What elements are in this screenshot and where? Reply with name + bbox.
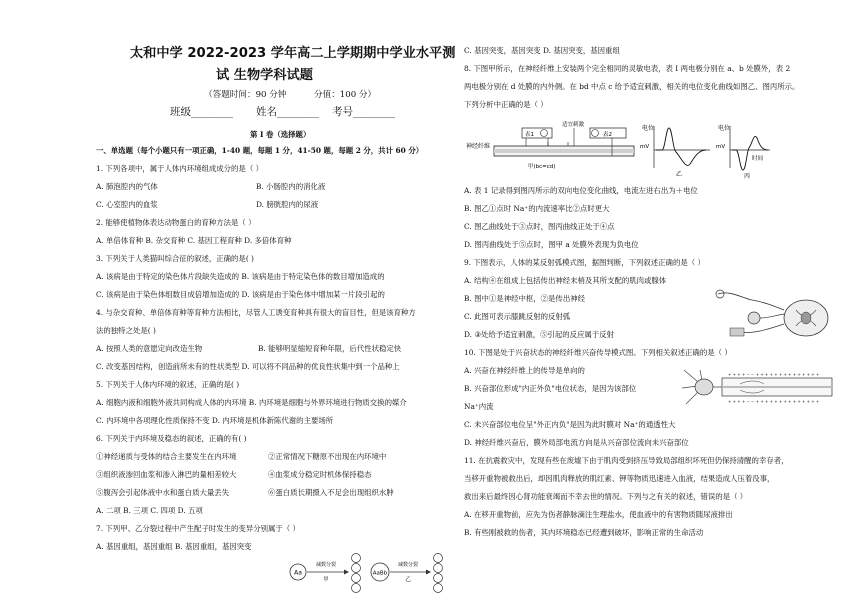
q4-option-b[interactable]: B. 能够明显缩短育种年限，后代性状稳定快 <box>258 344 402 353</box>
q1-option-b[interactable]: B. 小肠腔内的消化液 <box>256 182 326 191</box>
figure-jia <box>290 554 361 593</box>
question-5: 5. 下列关于人体内环境的叙述，正确的是( ) <box>96 380 240 389</box>
fig-bing-caption: 丙 <box>744 173 751 180</box>
q11-option-b[interactable]: B. 有些刚被救的伤者，其内环境稳态已经遭到破坏，影响正常的生命活动 <box>464 528 704 537</box>
question-4-line2: 法的独特之处是( ) <box>96 326 156 335</box>
fig-yi-mv-label: mV <box>640 144 650 150</box>
q6-statement-2: ②正常情况下糖原不出现在内环境中 <box>268 452 387 461</box>
q7-options-ab[interactable]: A. 基因重组，基因重组 B. 基因重组，基因突变 <box>96 542 252 551</box>
q8-option-d[interactable]: D. 图丙曲线处于⑤点时，图甲 a 处膜外表现为负电位 <box>464 240 639 249</box>
fig-fiber-label: 神经纤维 <box>466 143 491 150</box>
question-11-line2: 当移开重物被救出后，却因肌肉释放的肌红素、钾等物质迅速进入血液，结果造成人压着没事， <box>464 474 775 483</box>
question-11-line3: 救出来后最终因心肾功能衰竭而不幸去世的情况。下列与之有关的叙述，错误的是（ ） <box>464 492 748 501</box>
question-9: 9. 下图表示，人体的某反射弧模式图，据图判断，下列叙述正确的是（ ） <box>464 258 705 267</box>
q8-nerve-figure <box>464 118 774 180</box>
q10-neuron-figure <box>678 362 836 414</box>
question-1: 1. 下列各项中，属于人体内环境组成成分的是（ ） <box>96 164 263 173</box>
q1-option-d[interactable]: D. 膀胱腔内的尿液 <box>256 200 319 209</box>
q10-option-b-cont: Na⁺内流 <box>464 402 494 411</box>
figure-jia-nerve-fiber <box>466 120 634 170</box>
instructions: 一、单选题（每个小题只有一项正确，1-40 题，每题 1 分，41-50 题，每题 2 分，共计 60 分） <box>96 146 424 155</box>
fig-bing-mv-label: mV <box>716 144 726 150</box>
fig-yi-label: 乙 <box>405 577 411 583</box>
q3-options-ab[interactable]: A. 该病是由于特定的染色体片段缺失造成的 B. 该病是由于特定染色体的数目增加造成的 <box>96 272 385 281</box>
question-6: 6. 下列关于内环境及稳态的叙述，正确的有( ) <box>96 434 247 443</box>
question-8-line2: 两电极分别在 d 处膜的内外侧。在 bd 中点 c 给予适宜刺激，相关的电位变化曲线如图乙、图丙所示。 <box>464 82 800 91</box>
exam-score: 分值：100 分） <box>314 90 377 100</box>
name-field[interactable]: 姓名________ <box>256 106 319 118</box>
q9-option-a[interactable]: A. 结构④在组成上包括传出神经末梢及其所支配的肌肉或腺体 <box>464 276 667 285</box>
q7-meiosis-figure <box>286 548 446 594</box>
q6-statement-5: ⑤腹泻会引起体液中水和蛋白质大量丢失 <box>96 488 230 497</box>
q6-options[interactable]: A. 二项 B. 三项 C. 四项 D. 五项 <box>96 506 203 515</box>
fig-meter2-label: 表2 <box>603 132 612 138</box>
question-4-line1: 4. 与杂交育种、单倍体育种等育种方法相比，尽管人工诱变育种具有很大的盲目性，但是该育种方 <box>96 308 416 317</box>
q1-option-a[interactable]: A. 肺泡腔内的气体 <box>96 182 158 191</box>
section-heading: 第 I 卷（选择题） <box>250 130 311 139</box>
question-8-line3: 下列分析中正确的是（ ） <box>464 100 548 109</box>
q10-option-a[interactable]: A. 兴奋在神经纤维上的传导是单向的 <box>464 366 585 375</box>
fig-jia-label: 甲 <box>323 577 329 583</box>
question-3: 3. 下列关于人类猫叫综合征的叙述，正确的是( ) <box>96 254 254 263</box>
q3-options-cd[interactable]: C. 该病是由于染色体组数目成倍增加造成的 D. 该病是由于染色体中增加某一片段引起的 <box>96 290 385 299</box>
fig-aa-label: Aa <box>294 569 302 577</box>
exam-time: （答题时间：90 分钟 <box>204 90 287 100</box>
figure-bing-curve <box>716 124 770 180</box>
fig-aabb-label: AaBb <box>372 570 388 577</box>
q2-options[interactable]: A. 单倍体育种 B. 杂交育种 C. 基因工程育种 D. 多倍体育种 <box>96 236 292 245</box>
q6-statement-6: ⑥蛋白质长期摄入不足会出现组织水肿 <box>268 488 394 497</box>
q4-option-a[interactable]: A. 按照人类的意愿定向改造生物 <box>96 344 203 353</box>
q9-option-c[interactable]: C. 此图可表示膝跳反射的反射弧 <box>464 312 571 321</box>
fig-meiosis-label-1: 减数分裂 <box>315 562 337 568</box>
fig-bing-potential-label: 电位 <box>718 125 731 132</box>
fig-yi-caption: 乙 <box>676 171 683 178</box>
q10-option-c[interactable]: C. 未兴奋部位电位呈"外正内负"是因为此时膜对 Na⁺的通透性大 <box>464 420 676 429</box>
q10-option-d[interactable]: D. 神经纤维兴奋后，膜外局部电流方向是从兴奋部位流向未兴奋部位 <box>464 438 689 447</box>
q10-option-b[interactable]: B. 兴奋部位形成"内正外负"电位状态，是因为该部位 <box>464 384 637 393</box>
q6-statement-3: ③组织液渗回血浆和渗入淋巴的量相差较大 <box>96 470 237 479</box>
question-11-line1: 11. 在抗震救灾中，发现有些在废墟下由于肌肉受到挤压导致局部组织坏死但仍保持清醒的幸存者， <box>464 456 789 465</box>
fig-meter1-label: 表1 <box>525 132 534 138</box>
figure-yi-curve <box>640 124 710 178</box>
fig-meiosis-label-2: 减数分裂 <box>397 562 419 568</box>
svg-text:+ + + + − − + + + + + + + + +: + + + + − − + + + + + + + + + + + + + + <box>728 399 820 404</box>
q8-option-a[interactable]: A. 表 1 记录得到图丙所示的双向电位变化曲线，电流左进右出为＋电位 <box>464 186 698 195</box>
class-field[interactable]: 班级________ <box>170 106 233 118</box>
q9-option-b[interactable]: B. 图中①是神经中枢，②是传出神经 <box>464 294 585 303</box>
question-8-line1: 8. 下图甲所示，在神经纤维上安装两个完全相同的灵敏电表，表 I 两电极分别在 a、b 处膜外，表 2 <box>464 64 791 73</box>
figure-yi <box>371 554 443 593</box>
question-2: 2. 能够使植物体表达动物蛋白的育种方法是（ ） <box>96 218 256 227</box>
question-10: 10. 下图是处于兴奋状态的神经纤维兴奋传导模式图。下列相关叙述正确的是（ ） <box>464 348 732 357</box>
fig-stimulus-label: 适宜刺激 <box>562 122 585 128</box>
svg-text:+ + + + − − + + + + + + + + +: + + + + − − + + + + + + + + + + + + + + <box>728 372 820 377</box>
fig-jia-caption: 甲(bc=cd) <box>528 164 556 170</box>
q8-option-b[interactable]: B. 图乙①点时 Na⁺的内流速率比②点时更大 <box>464 204 610 213</box>
q5-options-ab[interactable]: A. 细胞内液和细胞外液共同构成人体的内环境 B. 内环境是细胞与外界环境进行物质交换的媒介 <box>96 398 407 407</box>
q5-options-cd[interactable]: C. 内环境中各项理化性质保持不变 D. 内环境是机体新陈代谢的主要场所 <box>96 416 334 425</box>
q9-reflex-arc-figure <box>712 284 836 346</box>
q7-options-cd[interactable]: C. 基因突变，基因突变 D. 基因突变，基因重组 <box>464 46 620 55</box>
q4-options-cd[interactable]: C. 改变基因结构，创造前所未有的性状类型 D. 可以将不同品种的优良性状集中到一个品种上 <box>96 362 400 371</box>
exam-number-field[interactable]: 考号________ <box>332 106 395 118</box>
q9-option-d[interactable]: D. ③处给予适宜刺激，⑤引起的反应属于反射 <box>464 330 615 339</box>
fig-bing-time-label: 时间 <box>752 156 764 162</box>
q8-option-c[interactable]: C. 图乙曲线处于③点时，图丙曲线正处于④点 <box>464 222 615 231</box>
q6-statement-4: ④血浆成分稳定时机体保持稳态 <box>268 470 372 479</box>
fig-yi-potential-label: 电位 <box>642 125 655 132</box>
q1-option-c[interactable]: C. 心室腔内的血浆 <box>96 200 158 209</box>
question-7: 7. 下列甲、乙分裂过程中产生配子时发生的变异分别属于（ ） <box>96 524 300 533</box>
exam-title-line2: 试 生物学科试题 <box>216 68 313 83</box>
q11-option-a[interactable]: A. 在移开重物前，应先为伤者静脉滴注生理盐水，使血液中的有害物质随尿液排出 <box>464 510 733 519</box>
q6-statement-1: ①神经递质与受体的结合主要发生在内环境 <box>96 452 237 461</box>
exam-title-line1: 太和中学 2022-2023 学年高二上学期期中学业水平测 <box>130 46 456 61</box>
